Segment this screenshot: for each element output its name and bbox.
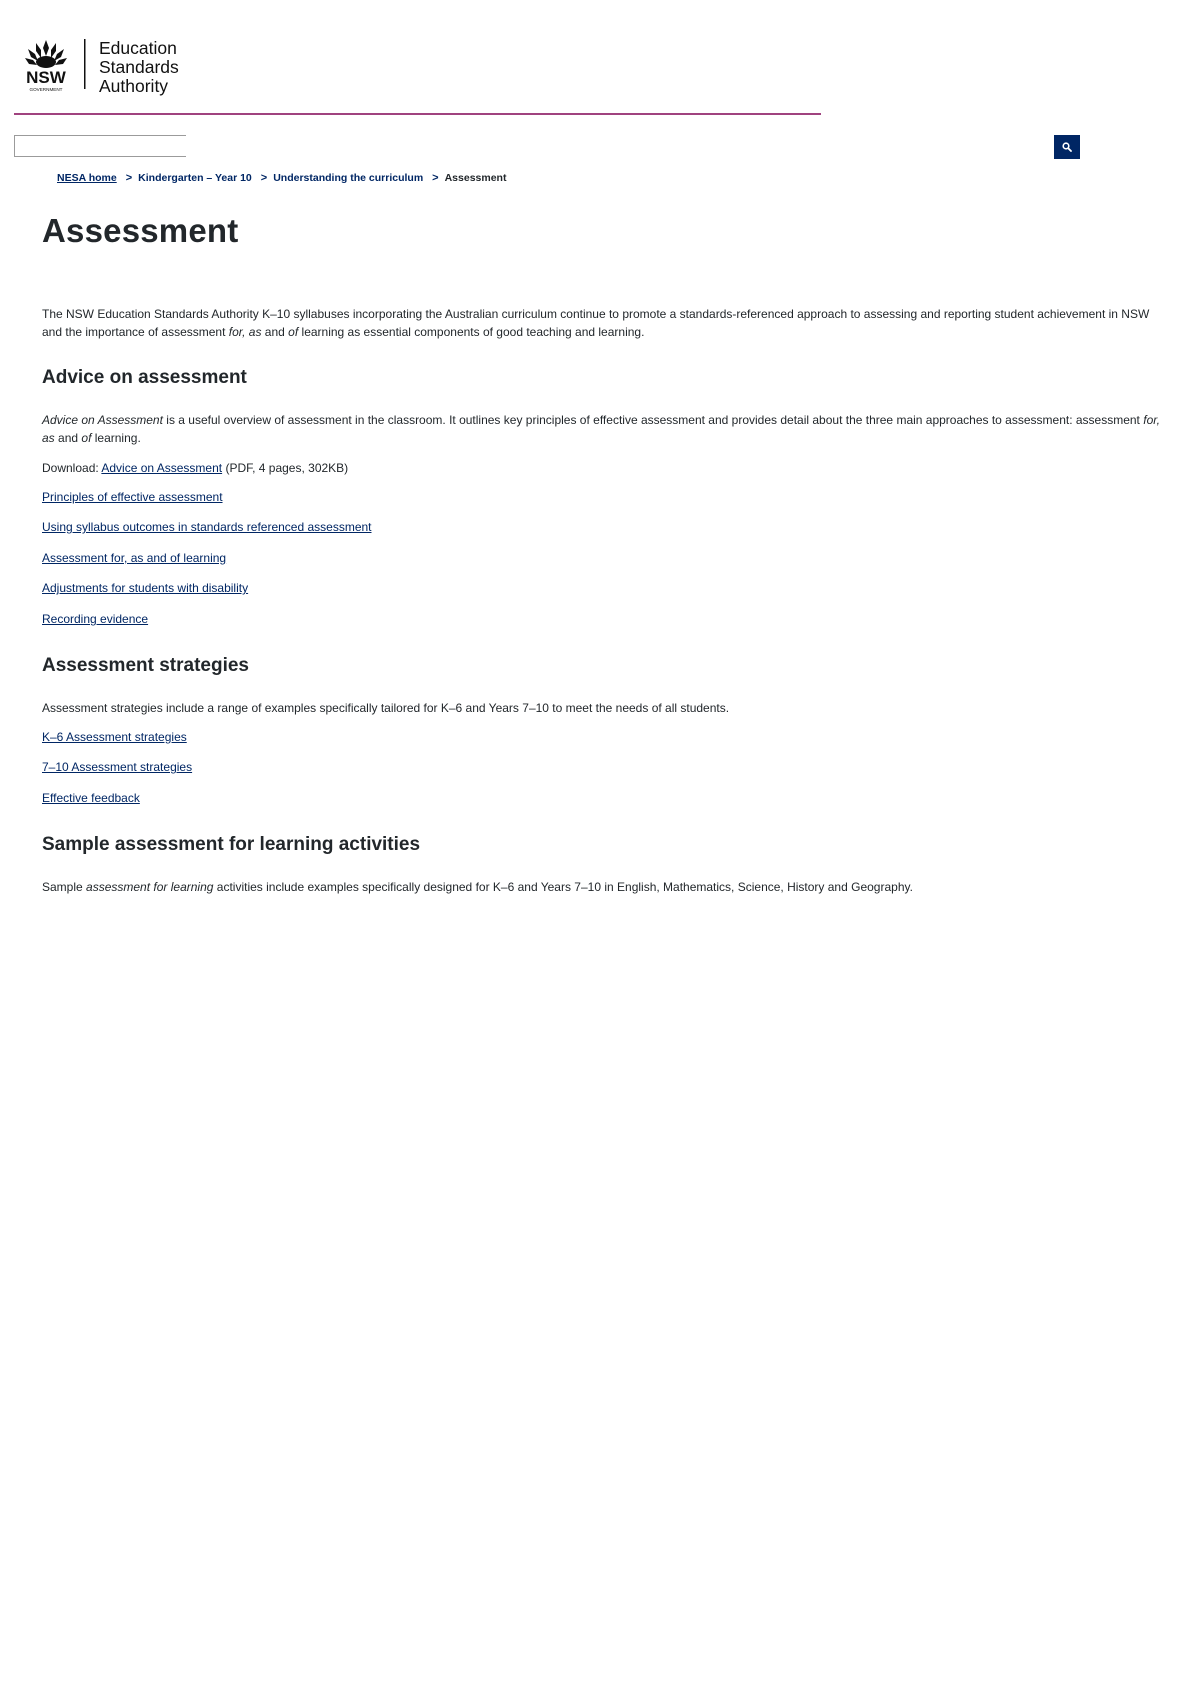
sample-text-pre: Sample [42,880,87,894]
link-recording-evidence[interactable]: Recording evidence [42,612,149,626]
link-assessment-for-as-of[interactable]: Assessment for, as and of learning [42,551,227,565]
advice-paragraph [42,411,1162,447]
breadcrumb-separator: > [125,172,133,184]
intro-em-of: of [288,325,299,339]
search-icon [1062,142,1072,152]
breadcrumb-separator: > [260,172,268,184]
download-line [42,459,348,477]
advice-pdf-download-link[interactable]: Advice on Assessment [101,461,223,475]
advice-em-for-as: for, as [42,413,1160,445]
strategies-paragraph: Assessment strategies include a range of examples specifically tailored for K–6 and Years 7–10 to meet the needs of all students. [42,701,730,715]
advice-text-2: learning. [91,431,141,445]
link-syllabus-outcomes-assessment[interactable]: Using syllabus outcomes in standards referenced assessment [42,520,372,534]
government-wordmark: GOVERNMENT [29,87,63,92]
nsw-wordmark: NSW [26,68,66,87]
link-effective-feedback[interactable]: Effective feedback [42,791,140,805]
intro-text-2: learning as essential components of good teaching and learning. [298,325,645,339]
intro-and: and [261,325,289,339]
advice-heading: Advice on assessment [42,367,247,388]
link-k6-assessment-strategies[interactable]: K–6 Assessment strategies [42,730,187,744]
link-7-10-assessment-strategies[interactable]: 7–10 Assessment strategies [42,760,193,774]
advice-text-1: is a useful overview of assessment in the classroom. It outlines key principles of effective assessment and provides detail about the three main approaches to assessment: assessment [162,413,1144,427]
header-divider [14,113,821,115]
link-principles-effective-assessment[interactable]: Principles of effective assessment [42,490,223,504]
strategies-heading: Assessment strategies [42,655,249,676]
advice-and: and [54,431,82,445]
site-header [0,0,1200,120]
logo-line-1: Education [99,38,177,58]
intro-paragraph [42,305,1162,341]
sample-em: assessment for learning [86,880,214,894]
search-button[interactable] [1054,135,1080,159]
page-title: Assessment [42,212,239,249]
logo-line-2: Standards [99,57,179,77]
breadcrumb-kindergarten-year-10[interactable]: Kindergarten – Year 10 [138,172,252,184]
logo-line-3: Authority [99,76,169,96]
link-adjustments-disability[interactable]: Adjustments for students with disability [42,581,249,595]
download-meta: (PDF, 4 pages, 302KB) [222,461,349,475]
breadcrumb-separator: > [432,172,439,184]
sample-text-post: activities include examples specifically designed for K–6 and Years 7–10 in English, Mathematics, Science, History and Geography. [213,880,913,894]
sample-paragraph [42,878,913,896]
sample-heading: Sample assessment for learning activities [42,834,421,855]
breadcrumb-nesa-home[interactable]: NESA home [57,172,117,184]
search-input[interactable] [14,135,186,157]
advice-em-title: Advice on Assessment [42,413,163,427]
logo-wordmark [99,39,179,96]
breadcrumb-current-page: Assessment [444,172,507,184]
intro-text-1: The NSW Education Standards Authority K–10 syllabuses incorporating the Australian curriculum continue to promote a standards-referenced approach to assessing and reporting student achievement in NSW and the importance of assessment [42,307,1150,339]
advice-em-of: of [81,431,92,445]
intro-em-for-as: for, as [228,325,262,339]
main-content [42,208,1162,894]
breadcrumb [57,172,506,184]
breadcrumb-understanding-curriculum[interactable]: Understanding the curriculum [273,172,424,184]
download-label: Download: [42,461,102,475]
